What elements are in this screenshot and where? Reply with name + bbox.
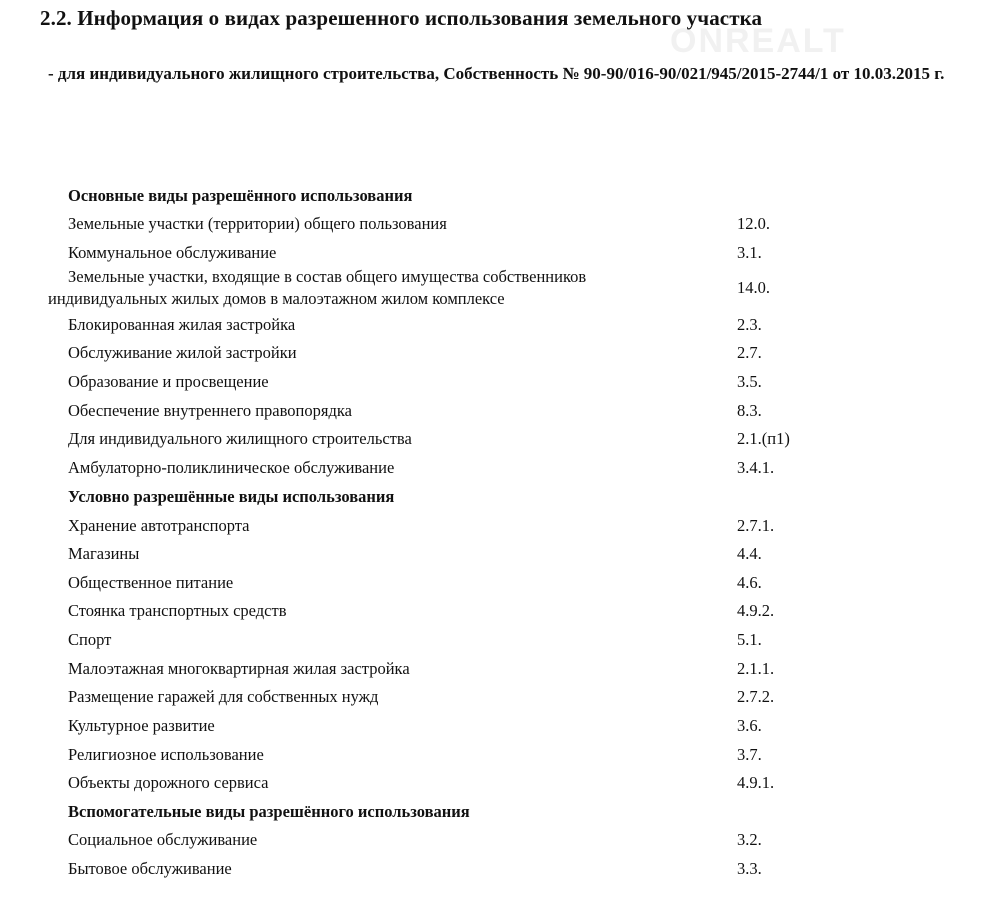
use-code: 12.0. [737, 214, 770, 233]
use-name: Религиозное использование [68, 745, 264, 764]
use-name: Объекты дорожного сервиса [68, 773, 269, 792]
section-title-main: Основные виды разрешённого использования [68, 186, 413, 205]
use-name: Размещение гаражей для собственных нужд [68, 687, 379, 706]
use-code: 3.2. [737, 830, 762, 849]
use-name: Хранение автотранспорта [68, 516, 250, 535]
use-code: 14.0. [737, 278, 770, 297]
use-name: Амбулаторно-поликлиническое обслуживание [68, 458, 395, 477]
use-code: 3.1. [737, 243, 762, 262]
use-code: 2.7.1. [737, 516, 775, 535]
use-code: 2.7. [737, 343, 762, 362]
use-code: 5.1. [737, 630, 762, 649]
section-title-conditional: Условно разрешённые виды использования [68, 487, 395, 506]
use-code: 4.9.2. [737, 601, 775, 620]
use-name: Магазины [68, 544, 140, 563]
use-name: Бытовое обслуживание [68, 859, 232, 878]
use-code: 3.7. [737, 745, 762, 764]
use-code: 2.7.2. [737, 687, 775, 706]
use-name: Стоянка транспортных средств [68, 601, 287, 620]
use-name-line2: индивидуальных жилых домов в малоэтажном жилом комплексе [48, 289, 505, 308]
page-subtitle: - для индивидуального жилищного строительства, Собственность № 90-90/016-90/021/945/2015-2744/1 от 10.03.2015 г. [48, 64, 945, 83]
use-code: 2.3. [737, 315, 762, 334]
section-title-auxiliary: Вспомогательные виды разрешённого использования [68, 802, 470, 821]
use-name: Общественное питание [68, 573, 234, 592]
use-code: 3.3. [737, 859, 762, 878]
use-code: 8.3. [737, 401, 762, 420]
use-name: Блокированная жилая застройка [68, 315, 296, 334]
use-code: 2.1.1. [737, 659, 775, 678]
use-code: 3.5. [737, 372, 762, 391]
use-code: 3.6. [737, 716, 762, 735]
use-name: Коммунальное обслуживание [68, 243, 277, 262]
use-name: Обеспечение внутреннего правопорядка [68, 401, 352, 420]
use-name: Образование и просвещение [68, 372, 269, 391]
use-code: 4.4. [737, 544, 762, 563]
use-name: Социальное обслуживание [68, 830, 258, 849]
use-name-line1: Земельные участки, входящие в состав общего имущества собственников [68, 267, 587, 286]
use-name: Культурное развитие [68, 716, 215, 735]
use-name: Малоэтажная многоквартирная жилая застройка [68, 659, 410, 678]
use-code: 4.6. [737, 573, 762, 592]
use-name: Для индивидуального жилищного строительства [68, 429, 412, 448]
page-title: 2.2. Информация о видах разрешенного использования земельного участка [40, 6, 763, 30]
use-name: Обслуживание жилой застройки [68, 343, 297, 362]
use-code: 3.4.1. [737, 458, 775, 477]
use-code: 4.9.1. [737, 773, 775, 792]
watermark-logo: ONREALT [670, 22, 846, 60]
use-name: Земельные участки (территории) общего пользования [68, 214, 447, 233]
use-name: Спорт [68, 630, 112, 649]
use-code: 2.1.(п1) [737, 429, 790, 448]
